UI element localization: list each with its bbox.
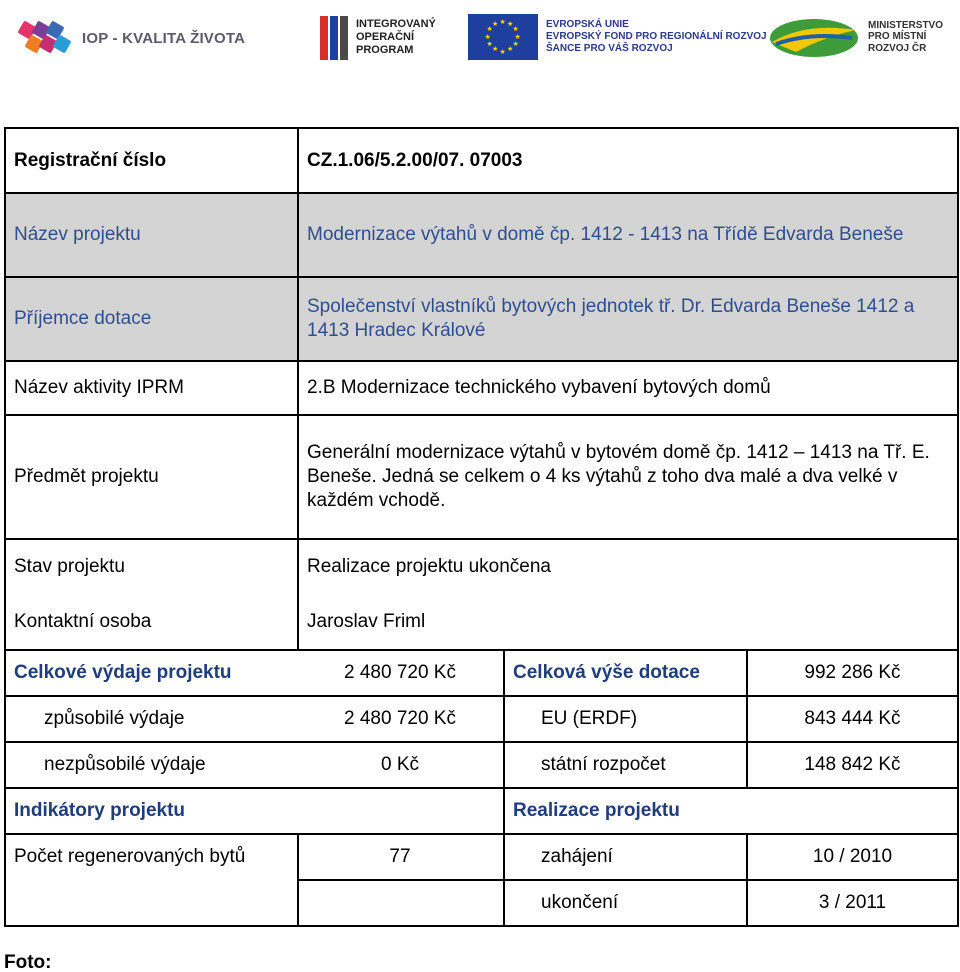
iop-hexagons-icon: [18, 19, 74, 57]
end-date-label: ukončení: [541, 892, 619, 913]
status-value: Realizace projektu ukončena: [307, 556, 551, 577]
state-budget-label: státní rozpočet: [541, 754, 666, 775]
eu-star-icon: ★: [492, 20, 499, 28]
reg-number-label: Registrační číslo: [14, 149, 167, 171]
eu-star-icon: ★: [492, 46, 499, 54]
activity-label: Název aktivity IPRM: [14, 377, 184, 398]
state-budget-value: 148 842 Kč: [804, 754, 901, 775]
photo-label: Foto:: [4, 952, 52, 972]
logo-bar: [0, 0, 960, 80]
eu-star-icon: ★: [499, 18, 506, 26]
total-grant-value: 992 286 Kč: [804, 662, 901, 683]
subject-value: Generální modernizace výtahů v bytovém domě čp. 1412 – 1413 na Tř. E. Beneše. Jedná se celkem o 4 ks výtahů z toho dva malé a dva velké v každém vchodě.: [307, 442, 930, 511]
contact-label: Kontaktní osoba: [14, 610, 152, 632]
flats-count-label: Počet regenerovaných bytů: [14, 846, 246, 867]
iop-logo: [18, 18, 245, 58]
eu-share-label: EU (ERDF): [541, 708, 638, 729]
eu-star-icon: ★: [507, 20, 514, 28]
total-grant-label: Celková výše dotace: [513, 662, 700, 683]
ministry-emblem-icon: [766, 14, 862, 60]
eu-logo-text: EVROPSKÁ UNIE EVROPSKÝ FOND PRO REGIONÁLNÍ ROZVOJ ŠANCE PRO VÁŠ ROZVOJ: [546, 19, 767, 54]
indicators-title: Indikátory projektu: [14, 800, 186, 821]
eu-star-icon: ★: [514, 33, 521, 41]
ineligible-costs-value: 0 Kč: [380, 754, 420, 775]
program-bars-icon: [320, 14, 348, 60]
eu-logo: [468, 12, 767, 62]
iop-program-logo: [320, 10, 436, 64]
realization-title: Realizace projektu: [513, 800, 680, 821]
flats-count-value: 77: [389, 846, 411, 867]
ministry-logo: [766, 12, 943, 62]
eu-star-icon: ★: [486, 26, 493, 33]
ministry-logo-text: MINISTERSTVO PRO MÍSTNÍ ROZVOJ ČR: [868, 19, 944, 54]
eu-star-icon: ★: [484, 33, 491, 41]
eu-star-icon: ★: [499, 48, 506, 56]
ineligible-costs-label: nezpůsobilé výdaje: [44, 754, 206, 775]
total-costs-value: 2 480 720 Kč: [344, 662, 456, 683]
eu-star-icon: ★: [507, 46, 514, 54]
project-name-label: Název projektu: [14, 224, 141, 245]
eu-share-value: 843 444 Kč: [804, 708, 901, 729]
end-date-value: 3 / 2011: [818, 892, 887, 913]
program-logo-text: INTEGROVANÝ OPERAČNÍ PROGRAM: [356, 17, 436, 56]
eu-star-icon: ★: [486, 41, 493, 48]
eligible-costs-label: způsobilé výdaje: [44, 708, 185, 729]
activity-value: 2.B Modernizace technického vybavení bytových domů: [307, 377, 771, 398]
eu-star-icon: ★: [512, 26, 519, 33]
eligible-costs-value: 2 480 720 Kč: [344, 708, 456, 729]
project-name-value: Modernizace výtahů v domě čp. 1412 - 1413 na Třídě Edvarda Beneše: [307, 224, 904, 245]
status-label: Stav projektu: [14, 556, 125, 577]
eu-star-icon: ★: [512, 41, 519, 48]
recipient-value: Společenství vlastníků bytových jednotek tř. Dr. Edvarda Beneše 1412 a 1413 Hradec Králové: [307, 296, 915, 341]
project-info-table: [4, 127, 959, 927]
contact-value: Jaroslav Friml: [307, 610, 426, 632]
eu-flag-icon: [468, 14, 538, 60]
recipient-label: Příjemce dotace: [14, 308, 152, 329]
start-date-value: 10 / 2010: [812, 846, 893, 867]
subject-label: Předmět projektu: [14, 466, 159, 487]
reg-number-value: CZ.1.06/5.2.00/07. 07003: [307, 149, 523, 171]
total-costs-label: Celkové výdaje projektu: [14, 662, 232, 683]
start-date-label: zahájení: [541, 846, 613, 867]
iop-logo-text: IOP - KVALITA ŽIVOTA: [82, 29, 246, 47]
